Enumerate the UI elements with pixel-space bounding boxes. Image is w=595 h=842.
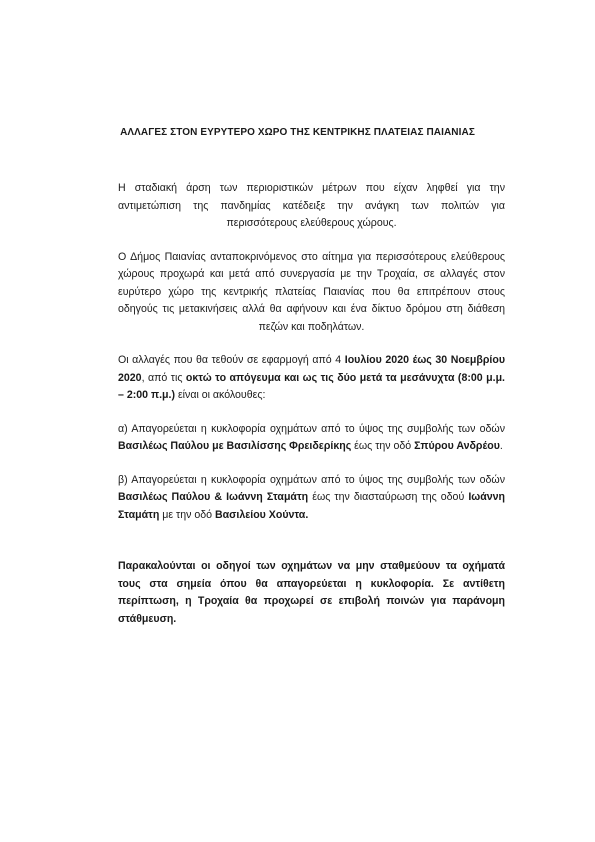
document-body [118, 180, 505, 644]
paragraph-restriction-a [118, 421, 505, 456]
schedule-dates: Ιουλίου 2020 έως 30 Νοεμβρίου 2020 [118, 354, 505, 384]
restriction-a-text-2: έως την οδό [351, 440, 415, 452]
schedule-text-3: είναι οι ακόλουθες: [175, 389, 266, 401]
schedule-hours: οκτώ το απόγευμα και ως τις δύο μετά τα μεσάνυχτα (8:00 μ.μ. – 2:00 π.μ.) [118, 371, 505, 401]
restriction-b-text-3: με την οδό [159, 508, 215, 521]
paragraph-schedule [118, 352, 505, 405]
schedule-text-2: , από τις [141, 371, 186, 384]
restriction-b-streets: Βασιλέως Παύλου & Ιωάννη Σταμάτη [118, 491, 309, 503]
restriction-b-text-2: έως την διασταύρωση της οδού [308, 491, 469, 503]
paragraph-parking-notice: Παρακαλούνται οι οδηγοί των οχημάτων να μην σταθμεύουν τα οχήματά τους στα σημεία όπου θα απαγορεύεται η κυκλοφορία. Σε αντίθετη περίπτωση, η Τροχαία θα προχωρεί σε επιβολή ποινών για παράνομη στάθμευση. [118, 560, 505, 625]
paragraph-intro: Η σταδιακή άρση των περιοριστικών μέτρων που είχαν ληφθεί για την αντιμετώπιση της πανδημίας κατέδειξε την ανάγκη των πολιτών για περισσότερους ελεύθερους χώρους. [118, 182, 505, 229]
paragraph-restriction-b [118, 472, 505, 525]
restriction-a-end-street: Σπύρου Ανδρέου [414, 440, 500, 452]
schedule-text-1: Οι αλλαγές που θα τεθούν σε εφαρμογή από 4 [118, 354, 345, 366]
restriction-a-text-1: α) Απαγορεύεται η κυκλοφορία οχημάτων από το ύψος της συμβολής των οδών [118, 422, 505, 435]
restriction-b-end-street: Βασιλείου Χούντα. [214, 508, 309, 521]
restriction-a-streets: Βασιλέως Παύλου με Βασιλίσσης Φρειδερίκης [118, 440, 352, 452]
document-title: ΑΛΛΑΓΕΣ ΣΤΟΝ ΕΥΡΥΤΕΡΟ ΧΩΡΟ ΤΗΣ ΚΕΝΤΡΙΚΗΣ ΠΛΑΤΕΙΑΣ ΠΑΙΑΝΙΑΣ [120, 127, 475, 138]
paragraph-municipality: Ο Δήμος Παιανίας ανταποκρινόμενος στο αίτημα για περισσότερους ελεύθερους χώρους προχωρά και μετά από συνεργασία με την Τροχαία, σε αλλαγές στον ευρύτερο χώρο της κεντρικής πλατείας Παιανίας που θα επιτρέπουν στους οδηγούς τις μετακινήσεις αλλά θα αφήνουν και ένα δίκτυο δρόμου στη διάθεση πεζών και ποδηλάτων. [118, 250, 505, 333]
restriction-a-text-3: . [499, 440, 503, 452]
restriction-b-cross-street: Ιωάννη Σταμάτη [118, 491, 505, 521]
restriction-b-text-1: β) Απαγορεύεται η κυκλοφορία οχημάτων από το ύψος της συμβολής των οδών [118, 473, 505, 486]
